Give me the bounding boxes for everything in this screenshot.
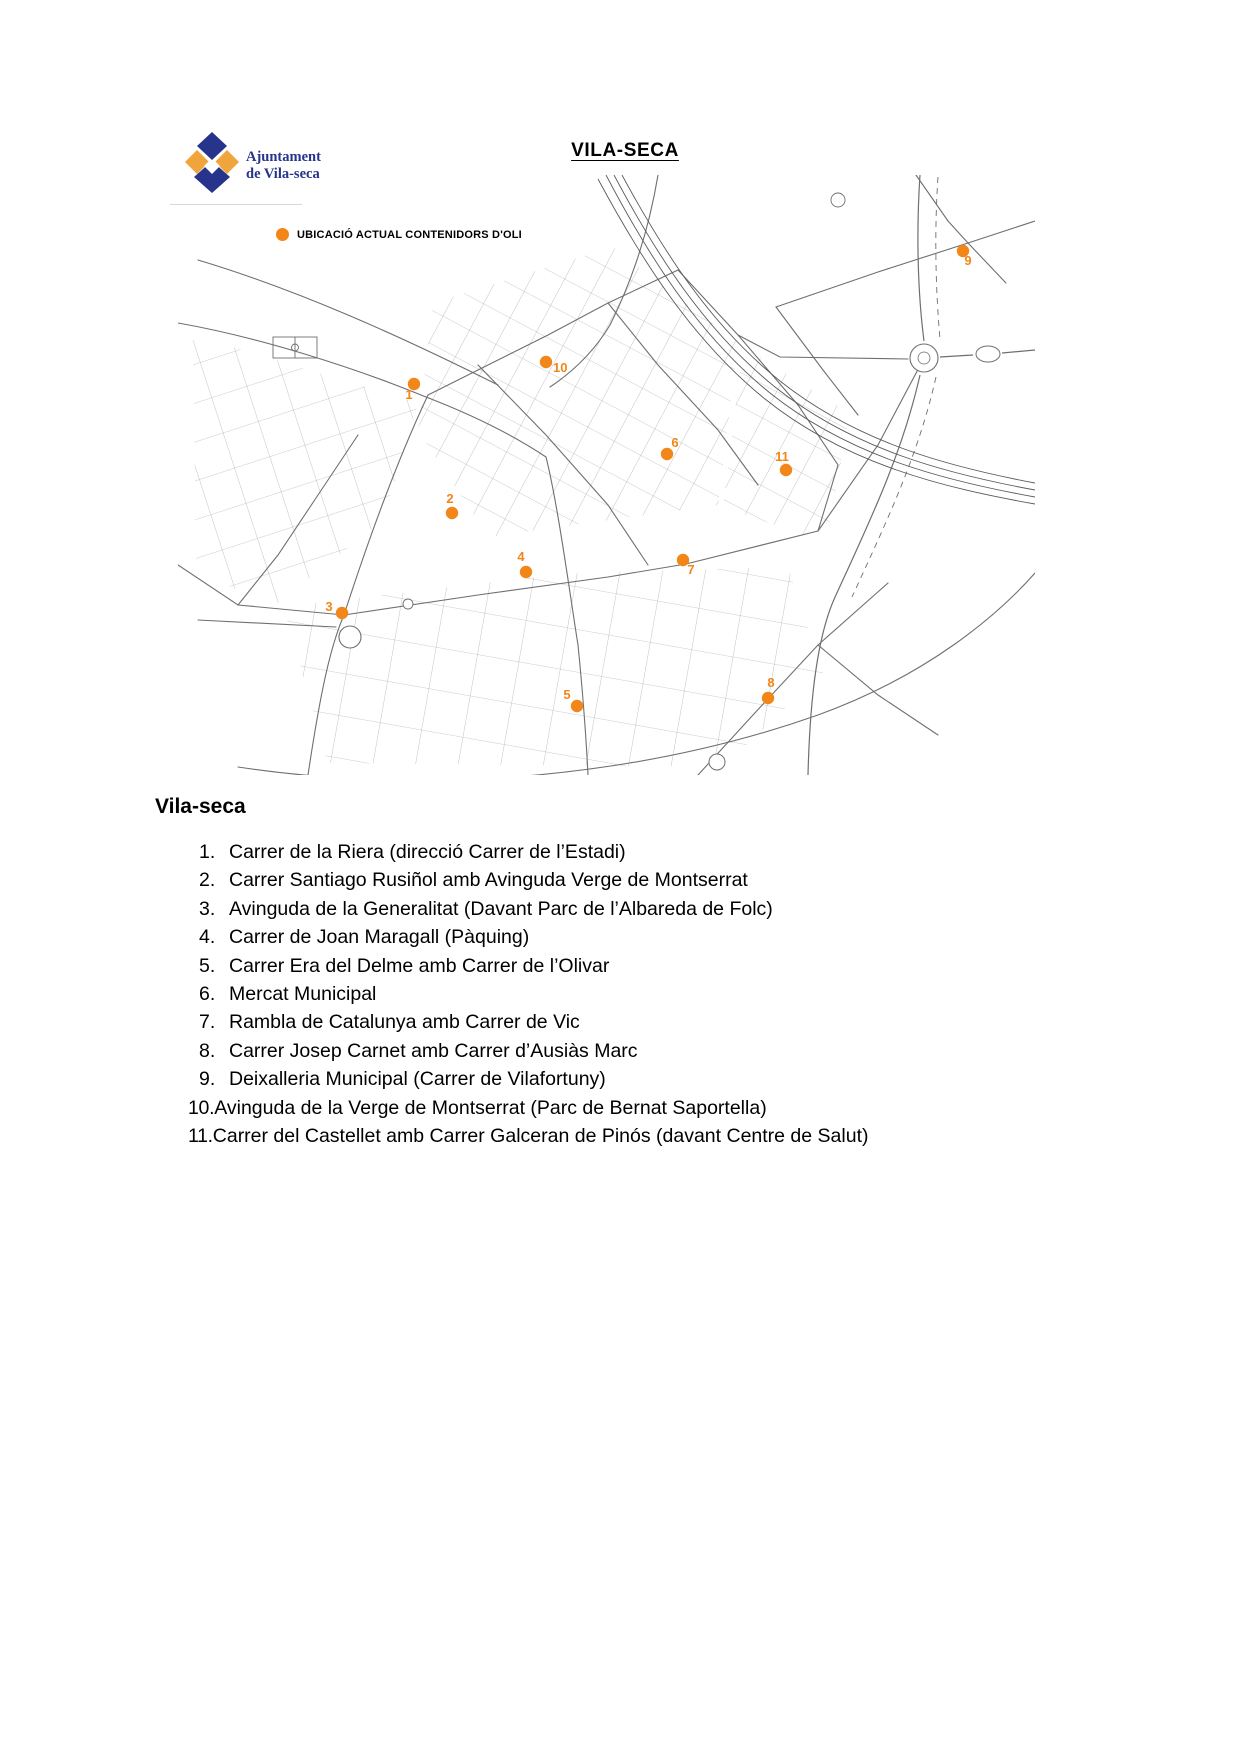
map-marker-label-7: 7 bbox=[687, 562, 695, 577]
legend-label: UBICACIÓ ACTUAL CONTENIDORS D'OLI bbox=[297, 228, 522, 241]
list-item-text: Avinguda de la Generalitat (Davant Parc de l’Albareda de Folc) bbox=[229, 897, 773, 920]
list-item-text: Carrer Era del Delme amb Carrer de l’Olivar bbox=[229, 954, 610, 977]
list-item bbox=[188, 866, 868, 894]
list-item-text: Carrer de la Riera (direcció Carrer de l’Estadi) bbox=[229, 841, 626, 863]
page-title: VILA-SECA bbox=[571, 140, 679, 161]
list-item-number: 10. bbox=[188, 1096, 215, 1119]
list-item-text: Mercat Municipal bbox=[229, 983, 377, 1006]
map-marker-label-6: 6 bbox=[671, 435, 679, 450]
map-marker-label-4: 4 bbox=[517, 549, 525, 564]
list-item bbox=[188, 1008, 868, 1036]
list-item bbox=[188, 952, 868, 980]
map-marker-label-10: 10 bbox=[553, 360, 568, 375]
city-blocks bbox=[193, 247, 850, 767]
location-list bbox=[188, 838, 868, 1150]
list-item-text: Carrer Josep Carnet amb Carrer d’Ausiàs Marc bbox=[229, 1039, 638, 1062]
map-marker-label-8: 8 bbox=[767, 675, 775, 690]
list-item bbox=[188, 923, 868, 951]
list-item-text: Carrer Santiago Rusiñol amb Avinguda Verge de Montserrat bbox=[229, 869, 748, 892]
list-item-number: 6. bbox=[199, 983, 216, 1006]
list-item-number: 4. bbox=[199, 926, 216, 949]
logo-line1: Ajuntament bbox=[246, 149, 321, 165]
street-map-svg bbox=[178, 175, 1035, 775]
map-marker-dot-5 bbox=[571, 700, 583, 712]
map-marker-label-9: 9 bbox=[964, 253, 972, 268]
list-item-text: Carrer de Joan Maragall (Pàquing) bbox=[229, 926, 530, 949]
highway bbox=[808, 175, 1035, 775]
list-item-number: 9. bbox=[199, 1068, 216, 1091]
list-item bbox=[188, 1094, 868, 1122]
list-heading: Vila-seca bbox=[155, 795, 246, 818]
map-marker-label-3: 3 bbox=[325, 599, 333, 614]
map-marker-dot-8 bbox=[762, 692, 774, 704]
list-item-number: 5. bbox=[199, 954, 216, 977]
list-item-text: Carrer del Castellet amb Carrer Galceran de Pinós (davant Centre de Salut) bbox=[212, 1125, 869, 1148]
list-item-text: Deixalleria Municipal (Carrer de Vilafortuny) bbox=[229, 1068, 606, 1091]
list-item bbox=[188, 895, 868, 923]
list-item bbox=[188, 1065, 868, 1093]
list-item-number: 8. bbox=[199, 1039, 216, 1062]
map-marker-dot-2 bbox=[446, 507, 458, 519]
map-marker-label-2: 2 bbox=[446, 491, 454, 506]
map-marker-dot-4 bbox=[520, 566, 532, 578]
map-marker-label-5: 5 bbox=[563, 687, 571, 702]
map-marker-dot-11 bbox=[780, 464, 792, 476]
list-item-number: 1. bbox=[199, 841, 216, 863]
map-marker-dot-3 bbox=[336, 607, 348, 619]
street-map bbox=[178, 175, 1035, 775]
list-item-number: 3. bbox=[199, 897, 216, 920]
list-item-text: Avinguda de la Verge de Montserrat (Parc de Bernat Saportella) bbox=[214, 1096, 767, 1119]
list-item-number: 7. bbox=[199, 1011, 216, 1034]
list-item bbox=[188, 1037, 868, 1065]
list-item-text: Rambla de Catalunya amb Carrer de Vic bbox=[229, 1011, 580, 1034]
list-item bbox=[188, 980, 868, 1008]
list-item bbox=[188, 838, 868, 866]
list-item-number: 11. bbox=[188, 1125, 213, 1148]
football-field bbox=[273, 337, 317, 358]
map-marker-dot-10 bbox=[540, 356, 552, 368]
list-item bbox=[188, 1122, 868, 1150]
logo-line2: de Vila-seca bbox=[246, 166, 320, 182]
map-marker-label-11: 11 bbox=[775, 449, 789, 464]
list-item-number: 2. bbox=[199, 869, 216, 892]
map-marker-label-1: 1 bbox=[405, 387, 413, 402]
